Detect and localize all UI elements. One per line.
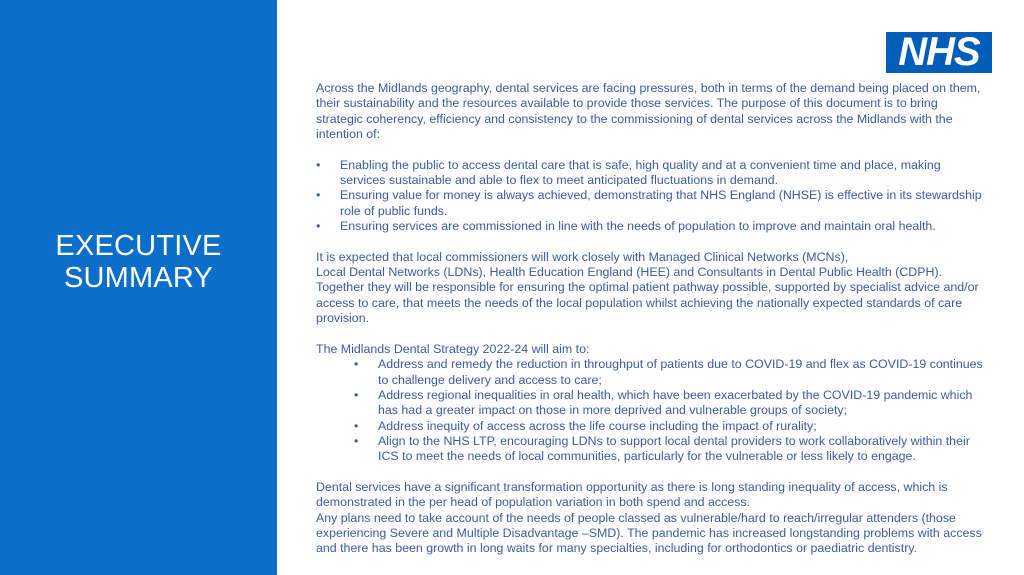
list-item: • Address inequity of access across the life course including the impact of rurality; [354, 419, 984, 434]
expectation-paragraph-line-1: It is expected that local commissioners will work closely with Managed Clinical Networks (MCNs), [316, 249, 849, 264]
summary-body [316, 81, 984, 557]
sidebar-panel [0, 0, 277, 575]
section-title-line-1: EXECUTIVE [55, 230, 222, 262]
strategy-aims-list [316, 357, 984, 464]
spacer [316, 465, 984, 480]
spacer [316, 327, 984, 342]
list-item: • Ensuring value for money is always achieved, demonstrating that NHS England (NHSE) is effective in its stewardship role of public funds. [316, 188, 984, 219]
expectation-paragraph: Local Dental Networks (LDNs), Health Education England (HEE) and Consultants in Dental Public Health (CDPH). Together they will be responsible for ensuring the optimal patient pathway possible, supported by specialist advice and/or access to care, that meets the needs of the local population whilst achieving the nationally expected standards of care provision. [316, 265, 979, 326]
strategy-intro: The Midlands Dental Strategy 2022-24 will aim to: [316, 341, 590, 356]
transformation-paragraph: Dental services have a significant transformation opportunity as there is long standing inequality of access, which is demonstrated in the per head of population variation in both spend and access. [316, 479, 948, 510]
vulnerable-groups-paragraph: Any plans need to take account of the needs of people classed as vulnerable/hard to reach/irregular attenders (those experiencing Severe and Multiple Disadvantage –SMD). The pandemic has increased longstanding problems with access and there has been growth in long waits for many specialties, including for orthodontics or paediatric dentistry. [316, 510, 982, 556]
list-item: • Align to the NHS LTP, encouraging LDNs to support local dental providers to work collaboratively within their ICS to meet the needs of local communities, particularly for the vulnerable or less likely to engage. [354, 434, 984, 465]
spacer [316, 142, 984, 157]
nhs-logo-text: NHS [898, 30, 980, 74]
spacer [316, 234, 984, 249]
section-title [0, 230, 277, 294]
list-item: • Address and remedy the reduction in throughput of patients due to COVID-19 and flex as COVID-19 continues to challenge delivery and access to care; [354, 357, 984, 388]
list-item: • Address regional inequalities in oral health, which have been exacerbated by the COVID-19 pandemic which has had a greater impact on those in more deprived and vulnerable groups of society; [354, 388, 984, 419]
intro-paragraph: Across the Midlands geography, dental services are facing pressures, both in terms of the demand being placed on them, their sustainability and the resources available to provide those services. The purpose of this document is to bring strategic coherency, efficiency and consistency to the commissioning of dental services across the Midlands with the intention of: [316, 81, 981, 142]
list-item: • Ensuring services are commissioned in line with the needs of population to improve and maintain oral health. [316, 219, 984, 234]
section-title-line-2: SUMMARY [63, 262, 214, 294]
nhs-logo [884, 30, 994, 75]
intention-list [316, 158, 984, 235]
list-item: • Enabling the public to access dental care that is safe, high quality and at a convenient time and place, making services sustainable and able to flex to meet anticipated fluctuations in demand. [316, 158, 984, 189]
